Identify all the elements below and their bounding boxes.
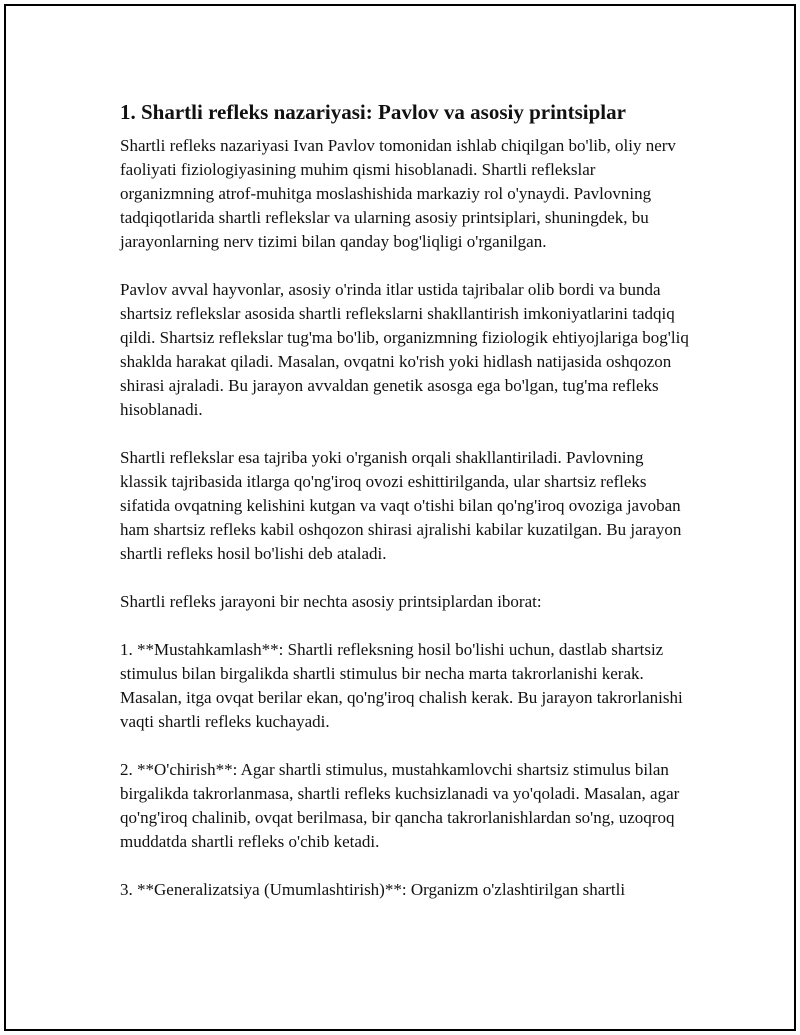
paragraph-intro: Shartli refleks nazariyasi Ivan Pavlov tomonidan ishlab chiqilgan bo'lib, oliy nerv faoliyati fiziologiyasining muhim qismi hisoblanadi. Shartli reflekslar organizmning atrof-muhitga moslashishida markaziy rol o'ynaydi. Pavlovning tadqiqotlarida shartli reflekslar va ularning asosiy printsiplari, shuningdek, bu jarayonlarning nerv tizimi bilan qanday bog'liqligi o'rganilgan. bbox=[120, 136, 676, 251]
paragraph-principles-intro: Shartli refleks jarayoni bir nechta asosiy printsiplardan iborat: bbox=[120, 592, 542, 611]
list-item-reinforcement: 1. **Mustahkamlash**: Shartli refleksning hosil bo'lishi uchun, dastlab shartsiz stimulus bilan birgalikda shartli stimulus bir necha marta takrorlanishi kerak. Masalan, itga ovqat berilar ekan, qo'ng'iroq chalish kerak. Bu jarayon takrorlanishi vaqti shartli refleks kuchayadi. bbox=[120, 640, 683, 731]
page-border bbox=[4, 4, 796, 1031]
paragraph-conditioned-reflexes: Shartli reflekslar esa tajriba yoki o'rganish orqali shakllantiriladi. Pavlovning klassik tajribasida itlarga qo'ng'iroq ovozi eshittirilganda, ular shartsiz refleks sifatida ovqatning kelishini kutgan va vaqt o'tishi bilan qo'ng'iroq ovoziga javoban ham shartsiz refleks kabil oshqozon shirasi ajralishi kabilar kuzatilgan. Bu jarayon shartli refleks hosil bo'lishi deb ataladi. bbox=[120, 448, 682, 563]
list-item-extinction: 2. **O'chirish**: Agar shartli stimulus, mustahkamlovchi shartsiz stimulus bilan birgalikda takrorlanmasa, shartli refleks kuchsizlanadi va yo'qoladi. Masalan, agar qo'ng'iroq chalinib, ovqat berilmasa, bir qancha takrorlanishlardan so'ng, uzoqroq muddatda shartli refleks o'chib ketadi. bbox=[120, 760, 680, 851]
list-item-generalization: 3. **Generalizatsiya (Umumlashtirish)**: Organizm o'zlashtirilgan shartli bbox=[120, 880, 626, 899]
paragraph-unconditioned-reflexes: Pavlov avval hayvonlar, asosiy o'rinda itlar ustida tajribalar olib bordi va bunda shartsiz reflekslar asosida shartli reflekslarni shakllantirish imkoniyatlarini tadqiq qildi. Shartsiz reflekslar tug'ma bo'lib, organizmning fiziologik ehtiyojlariga bog'liq shaklda harakat qiladi. Masalan, ovqatni ko'rish yoki hidlash natijasida oshqozon shirasi ajraladi. Bu jarayon avvaldan genetik asosga ega bo'lgan, tug'ma refleks hisoblanadi. bbox=[120, 280, 689, 419]
section-heading: 1. Shartli refleks nazariyasi: Pavlov va asosiy printsiplar bbox=[120, 100, 626, 124]
document-body bbox=[120, 98, 692, 926]
